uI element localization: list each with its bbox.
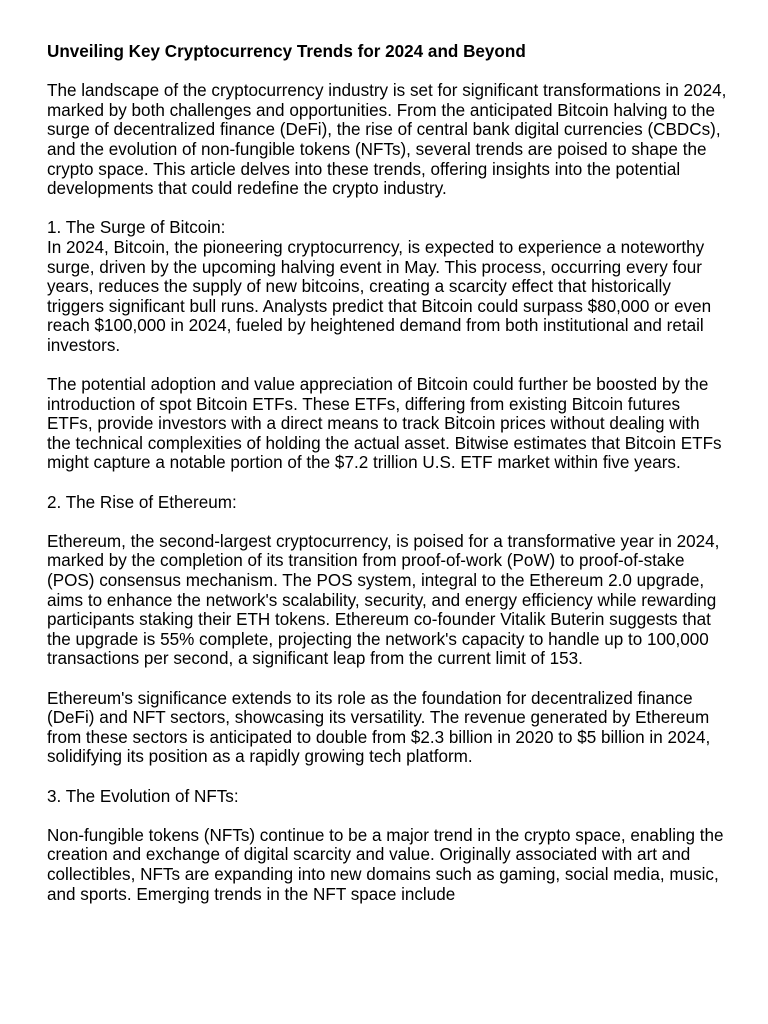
section-heading-nfts: 3. The Evolution of NFTs:: [47, 786, 239, 806]
document-title: Unveiling Key Cryptocurrency Trends for 2024 and Beyond: [47, 42, 526, 61]
section-heading-bitcoin: 1. The Surge of Bitcoin:: [47, 218, 226, 238]
intro-paragraph: The landscape of the cryptocurrency industry is set for significant transformations in 2024, marked by both challenges and opportunities. From the anticipated Bitcoin halving to the surge of decentralized finance (DeFi), the rise of central bank digital currencies (CBDCs), and the evolution of non-fungible tokens (NFTs), several trends are poised to shape the crypto space. This article delves into these trends, offering insights into the potential developments that could redefine the crypto industry.: [47, 81, 727, 199]
section-heading-ethereum: 2. The Rise of Ethereum:: [47, 492, 237, 512]
bitcoin-paragraph-2: The potential adoption and value appreciation of Bitcoin could further be boosted by the introduction of spot Bitcoin ETFs. These ETFs, differing from existing Bitcoin futures ETFs, provide investors with a direct means to track Bitcoin prices without dealing with the technical complexities of holding the actual asset. Bitwise estimates that Bitcoin ETFs might capture a notable portion of the $7.2 trillion U.S. ETF market within five years.: [47, 375, 722, 473]
bitcoin-paragraph-1: In 2024, Bitcoin, the pioneering cryptocurrency, is expected to experience a noteworthy surge, driven by the upcoming halving event in May. This process, occurring every four years, reduces the supply of new bitcoins, creating a scarcity effect that historically triggers significant bull runs. Analysts predict that Bitcoin could surpass $80,000 or even reach $100,000 in 2024, fueled by heightened demand from both institutional and retail investors.: [47, 237, 712, 355]
ethereum-paragraph-2: Ethereum's significance extends to its role as the foundation for decentralized finance (DeFi) and NFT sectors, showcasing its versatility. The revenue generated by Ethereum from these sectors is anticipated to double from $2.3 billion in 2020 to $5 billion in 2024, solidifying its position as a rapidly growing tech platform.: [47, 688, 711, 767]
nfts-paragraph-1: Non-fungible tokens (NFTs) continue to be a major trend in the crypto space, enabling the creation and exchange of digital scarcity and value. Originally associated with art and collectibles, NFTs are expanding into new domains such as gaming, social media, music, and sports. Emerging trends in the NFT space include: [47, 825, 724, 904]
document-page: [47, 42, 727, 904]
ethereum-paragraph-1: Ethereum, the second-largest cryptocurrency, is poised for a transformative year in 2024, marked by the completion of its transition from proof-of-work (PoW) to proof-of-stake (POS) consensus mechanism. The POS system, integral to the Ethereum 2.0 upgrade, aims to enhance the network's scalability, security, and energy efficiency while rewarding participants staking their ETH tokens. Ethereum co-founder Vitalik Buterin suggests that the upgrade is 55% complete, projecting the network's capacity to handle up to 100,000 transactions per second, a significant leap from the current limit of 153.: [47, 531, 720, 669]
